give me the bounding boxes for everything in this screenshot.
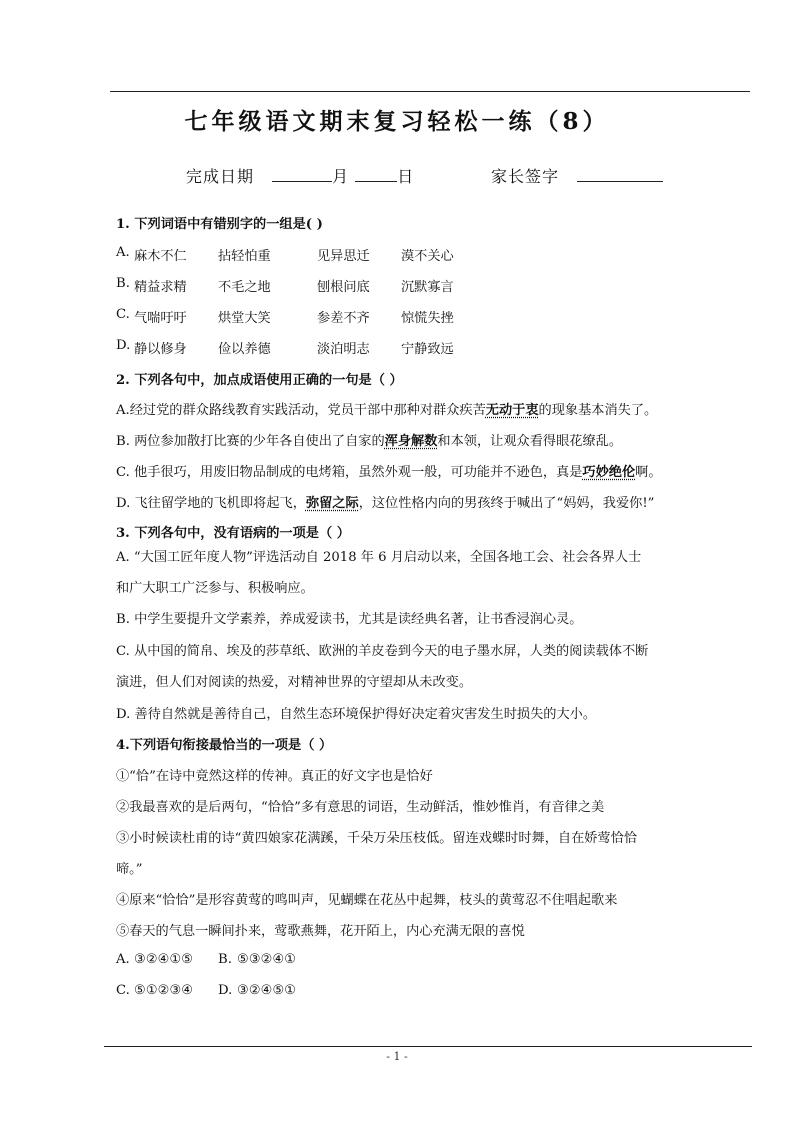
word: 气喘吁吁: [134, 311, 187, 326]
q3-line: C. 从中国的简帛、埃及的莎草纸、欧洲的羊皮卷到今天的电子墨水屏，人类的阅读载体不断: [116, 644, 649, 659]
q2-stem: 2. 下列各句中，加点成语使用正确的一句是（ ）: [116, 373, 403, 388]
dotted-idiom: 无动于衷: [485, 403, 539, 418]
sentence-text: A.经过党的群众路线教育实践活动，党员干部中那种对群众疾苦: [116, 403, 486, 418]
word: 拈轻怕重: [218, 249, 271, 264]
option-value: ③②④⑤①: [237, 983, 297, 998]
sentence-text: 啊。: [635, 465, 662, 480]
day-blank[interactable]: [355, 167, 397, 182]
q4-line: ④原来“恰恰”是形容黄莺的鸣叫声，见蝴蝶在花丛中起舞，枝头的黄莺忍不住唱起歌来: [116, 893, 618, 908]
q4-stem: 4.下列语句衔接最恰当的一项是（ ）: [116, 738, 333, 753]
sentence-text: ，这位性格内向的男孩终于喊出了“妈妈，我爱你!”: [358, 496, 655, 511]
month-blank[interactable]: [272, 167, 332, 182]
option-letter: D.: [218, 983, 233, 998]
q3-line: A. “大国工匠年度人物”评选活动自 2018 年 6 月启动以来，全国各地工会、社会各界人士: [116, 550, 642, 565]
sentence-text: C. 他手很巧，用废旧物品制成的电烤箱，虽然外观一般，可功能并不逊色，真是: [116, 465, 583, 480]
word: 不毛之地: [218, 280, 271, 295]
q3-line: 和广大职工广泛参与、积极响应。: [116, 581, 314, 596]
q2-option-a: [116, 399, 657, 418]
q2-option-d: [116, 492, 654, 511]
month-label: 月: [332, 167, 350, 186]
option-value: ③②④①⑤: [134, 952, 194, 967]
word: 精益求精: [134, 280, 187, 295]
q2-option-b: [116, 430, 622, 449]
sentence-text: 和本领，让观众看得眼花缭乱。: [437, 434, 623, 449]
page-title: 七年级语文期末复习轻松一练（8）: [184, 108, 610, 135]
dotted-idiom: 巧妙绝伦: [582, 465, 636, 480]
dotted-idiom: 弥留之际: [305, 496, 359, 511]
option-letter: D.: [116, 338, 131, 353]
word: 刨根问底: [317, 280, 370, 295]
option-letter: B.: [116, 276, 130, 291]
q4-line: ⑤春天的气息一瞬间扑来，莺歌燕舞，花开陌上，内心充满无限的喜悦: [116, 924, 525, 939]
q3-line: B. 中学生要提升文学素养，养成爱读书，尤其是读经典名著，让书香浸润心灵。: [116, 612, 583, 627]
q4-line: 啼。”: [116, 862, 143, 877]
option-letter: C.: [116, 307, 130, 322]
signature-label: 家长签字: [491, 167, 560, 186]
word: 静以修身: [134, 342, 187, 357]
word: 漠不关心: [401, 249, 454, 264]
word: 麻木不仁: [134, 249, 187, 264]
word: 淡泊明志: [317, 342, 370, 357]
bottom-rule: [104, 1046, 752, 1047]
word: 见异思迁: [317, 249, 370, 264]
page-number: - 1 -: [386, 1050, 408, 1063]
option-letter: A.: [116, 245, 130, 260]
q4-line: ②我最喜欢的是后两句，“恰恰”多有意思的词语，生动鲜活，惟妙惟肖，有音律之美: [116, 800, 605, 815]
completion-date-row: [186, 164, 414, 187]
word: 惊慌失挫: [401, 311, 454, 326]
top-rule: [110, 91, 750, 92]
sentence-text: D. 飞往留学地的飞机即将起飞，: [116, 496, 306, 511]
signature-blank[interactable]: [577, 167, 663, 182]
dotted-idiom: 浑身解数: [384, 434, 438, 449]
date-label: 完成日期: [186, 167, 255, 186]
option-value: ⑤③②④①: [237, 952, 297, 967]
signature-row: [491, 164, 663, 187]
word: 沉默寡言: [401, 280, 454, 295]
word: 烘堂大笑: [218, 311, 271, 326]
word: 参差不齐: [317, 311, 370, 326]
word: 宁静致远: [401, 342, 454, 357]
sentence-text: B. 两位参加散打比赛的少年各自使出了自家的: [116, 434, 385, 449]
option-value: ⑤①②③④: [134, 983, 194, 998]
day-label: 日: [397, 167, 415, 186]
sentence-text: 的现象基本消失了。: [538, 403, 658, 418]
option-letter: A.: [116, 952, 130, 967]
q2-option-c: [116, 461, 662, 480]
q4-line: ①“恰”在诗中竟然这样的传神。真正的好文字也是恰好: [116, 769, 433, 784]
q3-stem: 3. 下列各句中，没有语病的一项是（ ）: [116, 526, 350, 541]
word: 俭以养德: [218, 342, 271, 357]
option-letter: C.: [116, 983, 130, 998]
q4-line: ③小时候读杜甫的诗“黄四娘家花满蹊，千朵万朵压枝低。留连戏蝶时时舞，自在娇莺恰恰: [116, 831, 638, 846]
q1-stem: 1. 下列词语中有错别字的一组是( ): [116, 217, 323, 232]
option-letter: B.: [218, 952, 232, 967]
q3-line: D. 善待自然就是善待自己，自然生态环境保护得好决定着灾害发生时损失的大小。: [116, 707, 597, 722]
q3-line: 演进，但人们对阅读的热爱，对精神世界的守望却从未改变。: [116, 675, 473, 690]
